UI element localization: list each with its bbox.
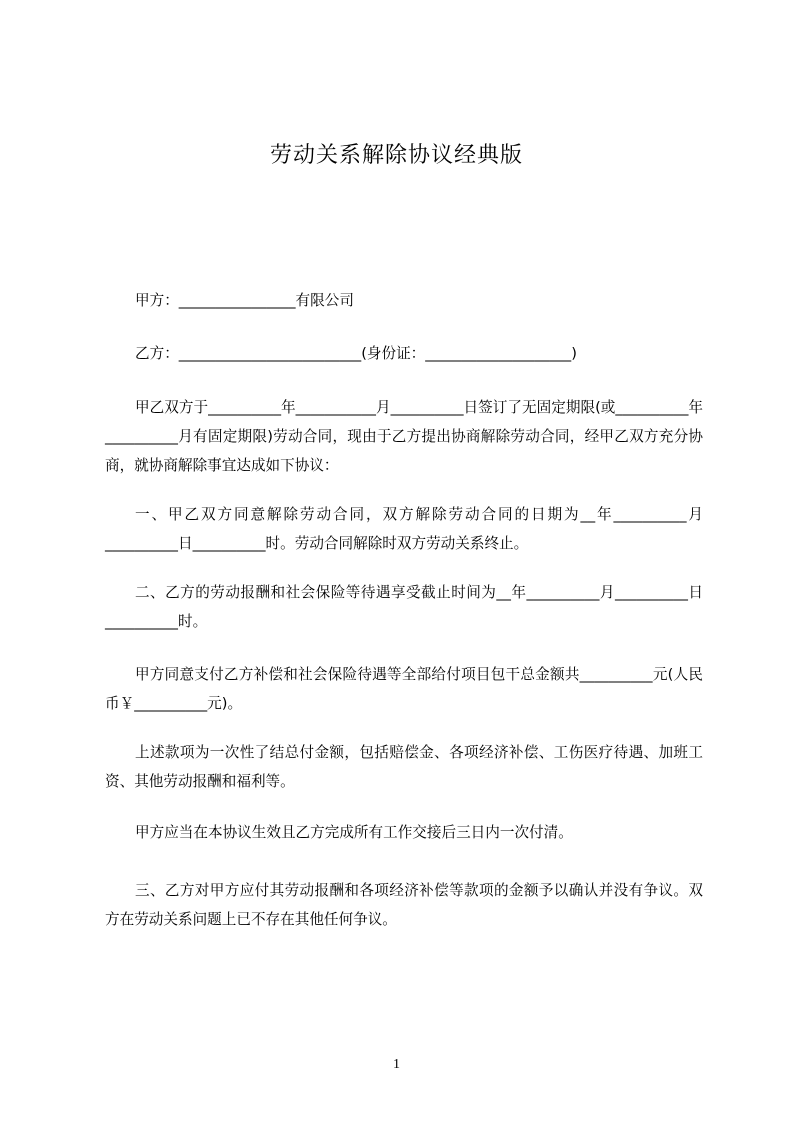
document-title: 劳动关系解除协议经典版 [269, 143, 523, 168]
party-a-line: 甲方：________________有限公司 [135, 292, 354, 309]
intro-paragraph: 甲乙双方于__________年___________月__________日签订了无固定期限(或__________年__________月有固定期限)劳动合同，现由于乙方提出协商解除劳动合同，经甲乙双方充分协商，就协商解除事宜达成如下协议： [105, 399, 703, 474]
page-number: 1 [393, 1057, 400, 1072]
payment-scope-paragraph: 上述款项为一次性了结总付金额，包括赔偿金、各项经济补偿、工伤医疗待遇、加班工资、其他劳动报酬和福利等。 [105, 744, 703, 790]
clause-2-paragraph: 二、乙方的劳动报酬和社会保险等待遇享受截止时间为__年__________月__________日__________时。 [105, 584, 703, 630]
clause-3-paragraph: 三、乙方对甲方应付其劳动报酬和各项经济补偿等款项的金额予以确认并没有争议。双方在劳动关系问题上已不存在其他任何争议。 [105, 882, 703, 928]
payment-paragraph: 甲方同意支付乙方补偿和社会保险待遇等全部给付项目包干总金额共__________元(人民币￥__________元)。 [105, 666, 703, 712]
clause-1-paragraph: 一、甲乙双方同意解除劳动合同，双方解除劳动合同的日期为__年__________月__________日__________时。劳动合同解除时双方劳动关系终止。 [105, 506, 703, 552]
party-b-line: 乙方：_________________________(身份证：____________________) [135, 345, 577, 362]
payment-deadline-paragraph: 甲方应当在本协议生效且乙方完成所有工作交接后三日内一次付清。 [135, 824, 573, 841]
